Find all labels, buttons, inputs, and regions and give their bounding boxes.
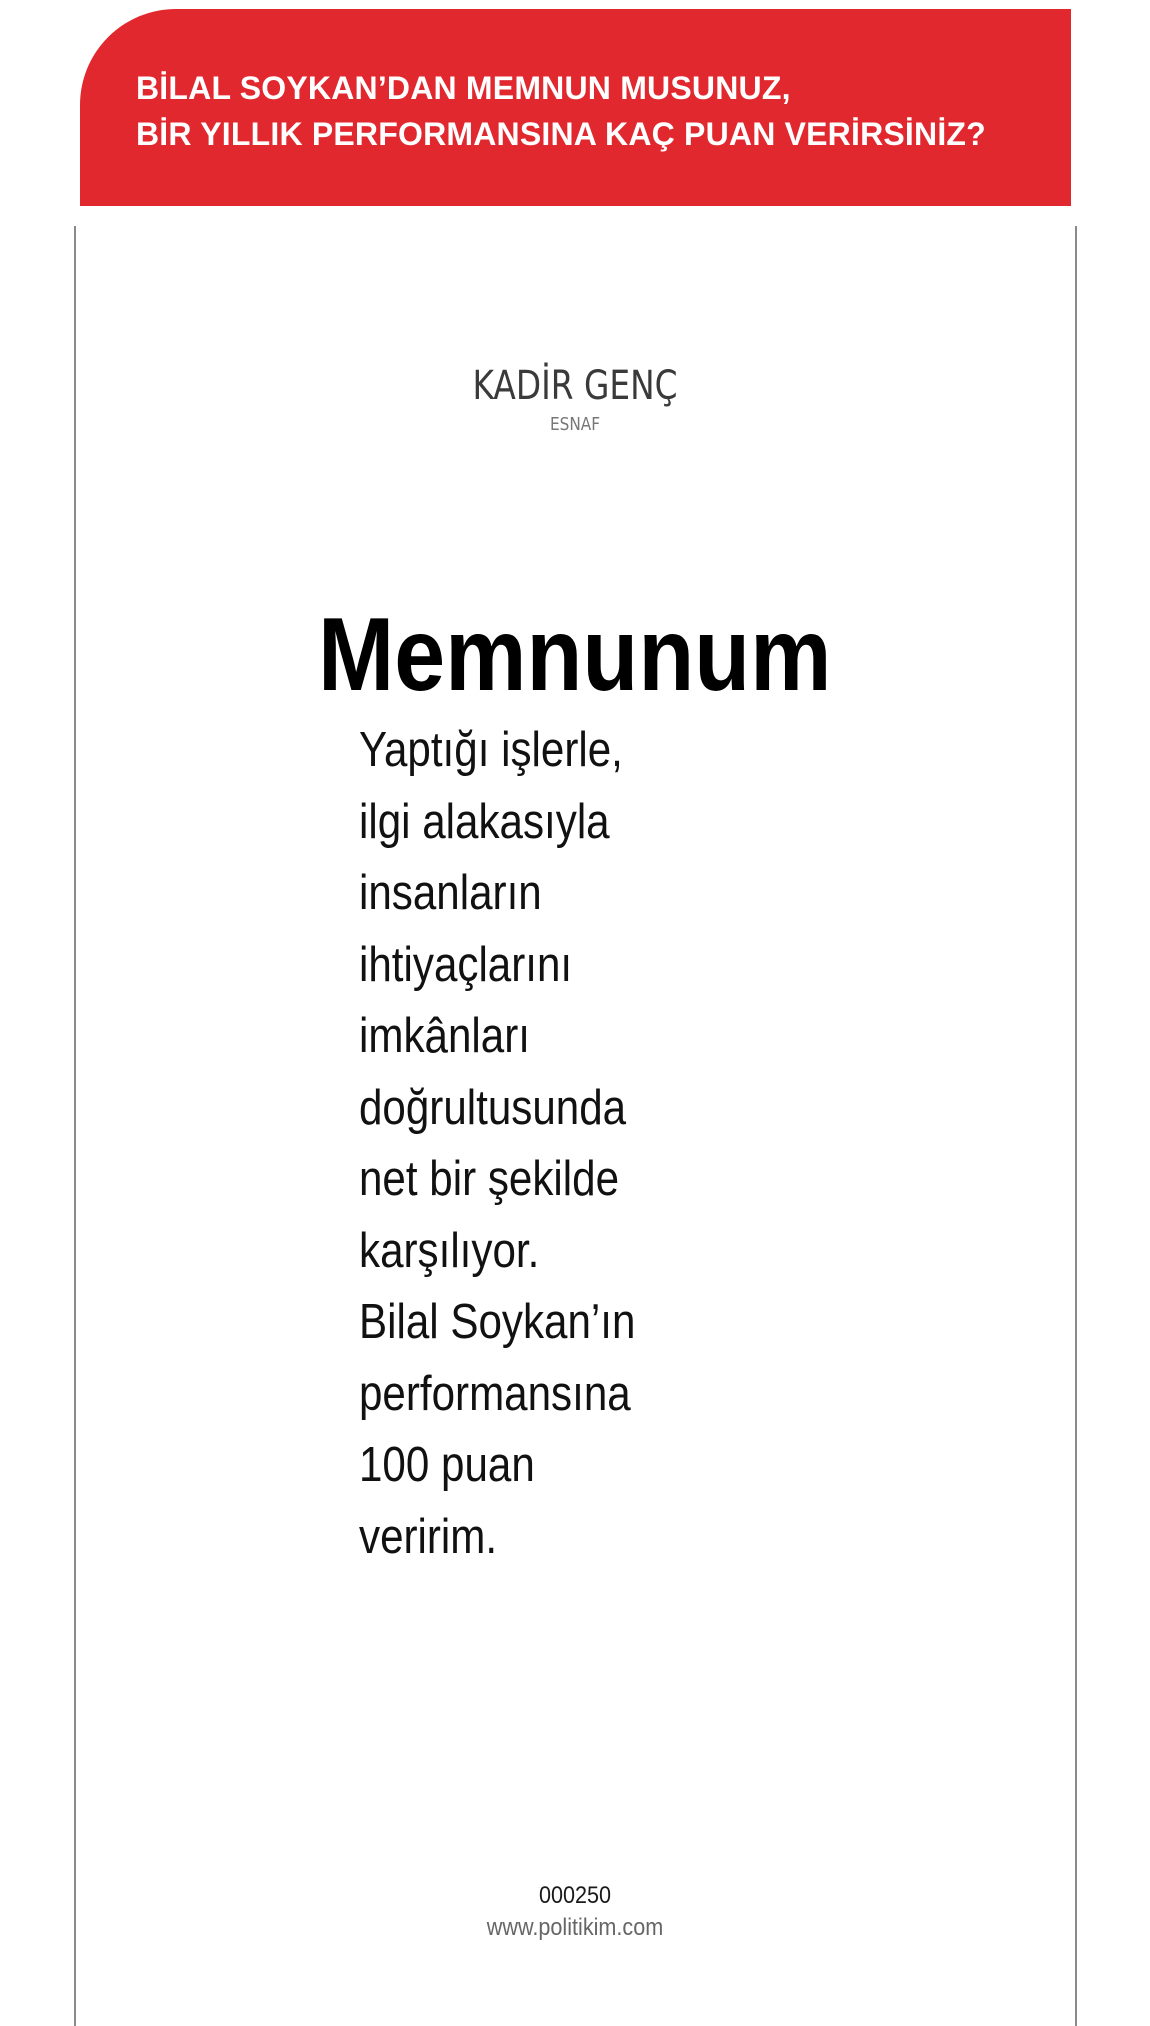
quote-line: ilgi alakasıyla <box>359 794 610 849</box>
quote-line: Bilal Soykan’ın <box>359 1295 636 1349</box>
entry-number: 000250 <box>538 1882 612 1909</box>
question-banner <box>80 9 1071 206</box>
quote-line: veririm. <box>359 1509 498 1564</box>
quote-line: doğrultusunda <box>359 1080 627 1135</box>
page-footer <box>0 1880 1150 1944</box>
answer-headline: Memnunum <box>318 597 832 713</box>
quote-line: insanların <box>359 866 542 920</box>
quote-line: Yaptığı işlerle, <box>359 723 623 777</box>
answer-quote <box>359 715 680 1573</box>
quote-line: imkânları <box>359 1009 530 1063</box>
respondent-name: KADİR GENÇ <box>472 363 678 409</box>
quote-line: 100 puan <box>359 1438 535 1492</box>
question-line-2: BİR YILLIK PERFORMANSINA KAÇ PUAN VERİRSİNİZ? <box>136 116 986 152</box>
respondent-occupation: ESNAF <box>549 414 601 435</box>
quote-line: ihtiyaçlarını <box>359 937 573 992</box>
question-line-1: BİLAL SOYKAN’DAN MEMNUN MUSUNUZ, <box>136 70 791 106</box>
quote-line: karşılıyor. <box>359 1223 540 1278</box>
website-link[interactable]: www.politikim.com <box>486 1914 664 1941</box>
quote-line: net bir şekilde <box>359 1152 620 1206</box>
quote-line: performansına <box>359 1366 631 1421</box>
respondent <box>0 362 1150 436</box>
